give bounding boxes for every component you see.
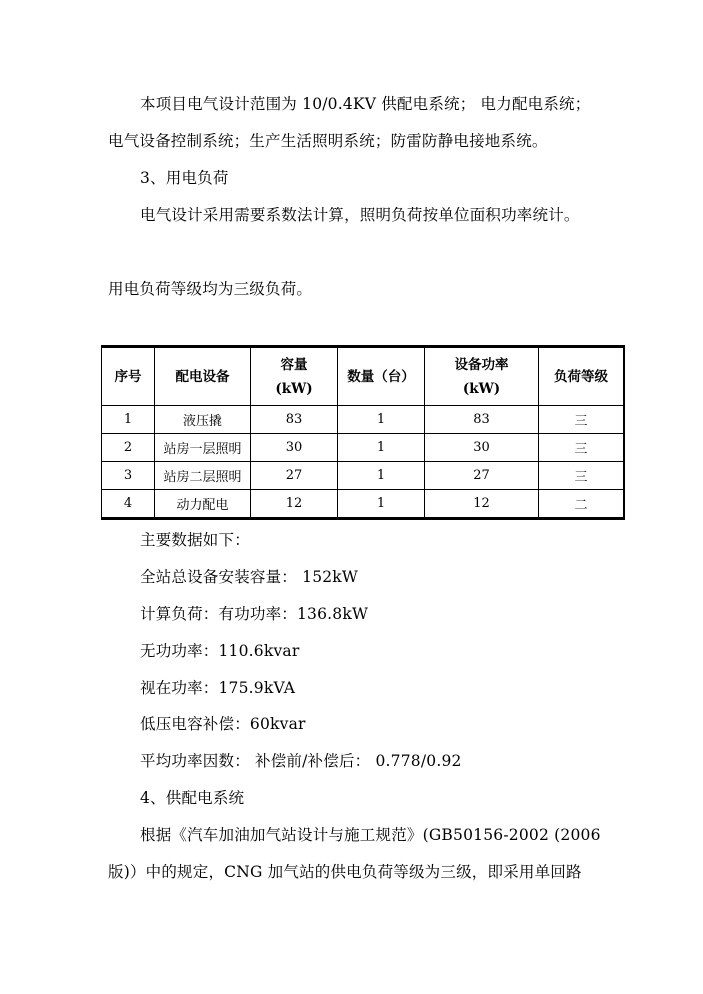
cell-power: 83 [425,406,539,434]
cell-equipment: 动力配电 [155,490,251,519]
table-header-row [102,347,625,406]
cell-seq: 1 [102,406,155,434]
main-data-intro: 主要数据如下： [140,531,250,549]
cell-grade: 三 [539,406,625,434]
main-data-power-factor: 平均功率因数： 补偿前/补偿后： 0.778/0.92 [140,752,462,770]
cell-quantity: 1 [338,462,425,490]
table-row [102,406,625,434]
header-capacity-title: 容量 [280,356,308,373]
main-data-compensation: 低压电容补偿：60kvar [140,715,306,733]
header-quantity: 数量（台） [338,347,425,406]
cell-seq: 2 [102,434,155,462]
paragraph-load-level: 用电负荷等级均为三级负荷。 [108,280,313,298]
header-seq: 序号 [102,347,155,406]
cell-seq: 3 [102,462,155,490]
section3-heading: 3、用电负荷 [140,169,229,187]
main-data-apparent: 视在功率：175.9kVA [140,679,296,697]
table-row [102,462,625,490]
header-capacity [251,347,338,406]
cell-seq: 4 [102,490,155,519]
cell-equipment: 站房一层照明 [155,434,251,462]
table-row [102,434,625,462]
cell-quantity: 1 [338,434,425,462]
cell-equipment: 液压撬 [155,406,251,434]
section4-line1: 根据《汽车加油加气站设计与施工规范》(GB50156-2002 (2006 [140,826,601,844]
main-data-reactive: 无功功率：110.6kvar [140,642,300,660]
cell-capacity: 30 [251,434,338,462]
cell-capacity: 27 [251,462,338,490]
cell-quantity: 1 [338,406,425,434]
main-data-calc-load: 计算负荷：有功功率：136.8kW [140,605,369,623]
cell-equipment: 站房二层照明 [155,462,251,490]
table-row [102,490,625,519]
cell-quantity: 1 [338,490,425,519]
cell-power: 30 [425,434,539,462]
paragraph-scope-line2: 电气设备控制系统；生产生活照明系统；防雷防静电接地系统。 [108,132,548,150]
cell-power: 12 [425,490,539,519]
section4-heading: 4、供配电系统 [140,789,245,807]
main-data-total-capacity: 全站总设备安装容量： 152kW [140,568,359,586]
cell-grade: 三 [539,434,625,462]
cell-power: 27 [425,462,539,490]
cell-capacity: 12 [251,490,338,519]
header-power-title: 设备功率 [454,356,509,373]
paragraph-calc-method: 电气设计采用需要系数法计算，照明负荷按单位面积功率统计。 [140,206,580,224]
cell-grade: 二 [539,490,625,519]
header-power-unit: (kW) [462,380,501,397]
paragraph-scope-line1: 本项目电气设计范围为 10/0.4KV 供配电系统； 电力配电系统； [140,95,591,113]
header-power [425,347,539,406]
header-capacity-unit: (kW) [275,380,313,397]
cell-grade: 三 [539,462,625,490]
section4-line2: 版)）中的规定，CNG 加气站的供电负荷等级为三级，即采用单回路 [108,863,582,881]
header-equipment: 配电设备 [155,347,251,406]
load-table [101,345,625,520]
cell-capacity: 83 [251,406,338,434]
header-grade: 负荷等级 [539,347,625,406]
